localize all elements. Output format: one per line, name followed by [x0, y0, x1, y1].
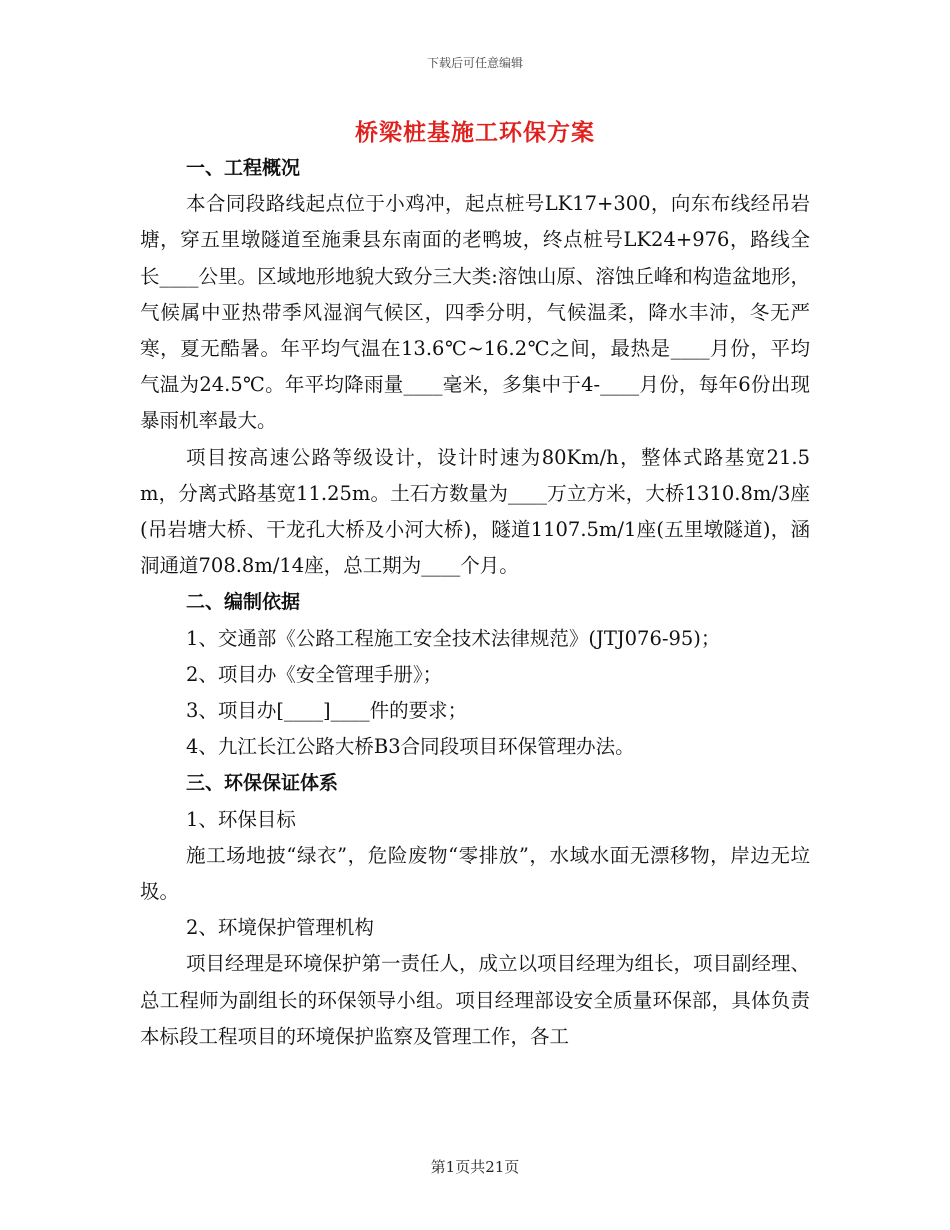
subheading-env-org: 2、环境保护管理机构: [186, 916, 374, 940]
overview-paragraph-1: 本合同段路线起点位于小鸡冲，起点桩号LK17+300，向东布线经吊岩塘，穿五里墩隧道至施秉县东南面的老鸭坡，终点桩号LK24+976，路线全长____公里。区域地形地貌大致分三大类:溶蚀山原、溶蚀丘峰和构造盆地形，气候属中亚热带季风湿润气候区，四季分明，气候温柔，降水丰沛，冬无严寒，夏无酷暑。年平均气温在13.6℃~16.2℃之间，最热是____月份，平均气温为24.5℃。年平均降雨量____毫米，多集中于4-____月份，每年6份出现暴雨机率最大。: [140, 192, 810, 433]
document-body: [140, 150, 810, 1055]
page-header-note: 下载后可任意编辑: [426, 56, 523, 70]
overview-paragraph-2: 项目按高速公路等级设计，设计时速为80Km/h，整体式路基宽21.5m，分离式路基宽11.25m。土石方数量为____万立方米，大桥1310.8m/3座(吊岩塘大桥、干龙孔大桥及小河大桥)，隧道1107.5m/1座(五里墩隧道)，涵洞通道708.8m/14座，总工期为____个月。: [140, 445, 810, 578]
env-org-paragraph: 项目经理是环境保护第一责任人，成立以项目经理为组长，项目副经理、总工程师为副组长的环保领导小组。项目经理部设安全质量环保部，具体负责本标段工程项目的环境保护监察及管理工作，各工: [140, 952, 811, 1048]
section-heading-env-system: 三、环保保证体系: [186, 772, 339, 795]
basis-item-4: 4、九江长江公路大桥B3合同段项目环保管理办法。: [186, 735, 635, 759]
section-heading-basis: 二、编制依据: [186, 591, 301, 614]
page-footer-number: 第1页共21页: [430, 1158, 520, 1176]
basis-item-1: 1、交通部《公路工程施工安全技术法律规范》(JTJ076-95)；: [186, 626, 721, 650]
section-heading-overview: 一、工程概况: [186, 157, 301, 179]
basis-item-3: 3、项目办[____]____件的要求；: [186, 699, 468, 723]
document-title: 桥梁桩基施工环保方案: [355, 120, 595, 146]
basis-item-2: 2、项目办《安全管理手册》；: [186, 662, 443, 686]
env-goal-paragraph: 施工场地披“绿衣”，危险废物“零排放”，水域水面无漂移物，岸边无垃圾。: [140, 843, 810, 904]
subheading-env-goal: 1、环保目标: [186, 807, 296, 831]
